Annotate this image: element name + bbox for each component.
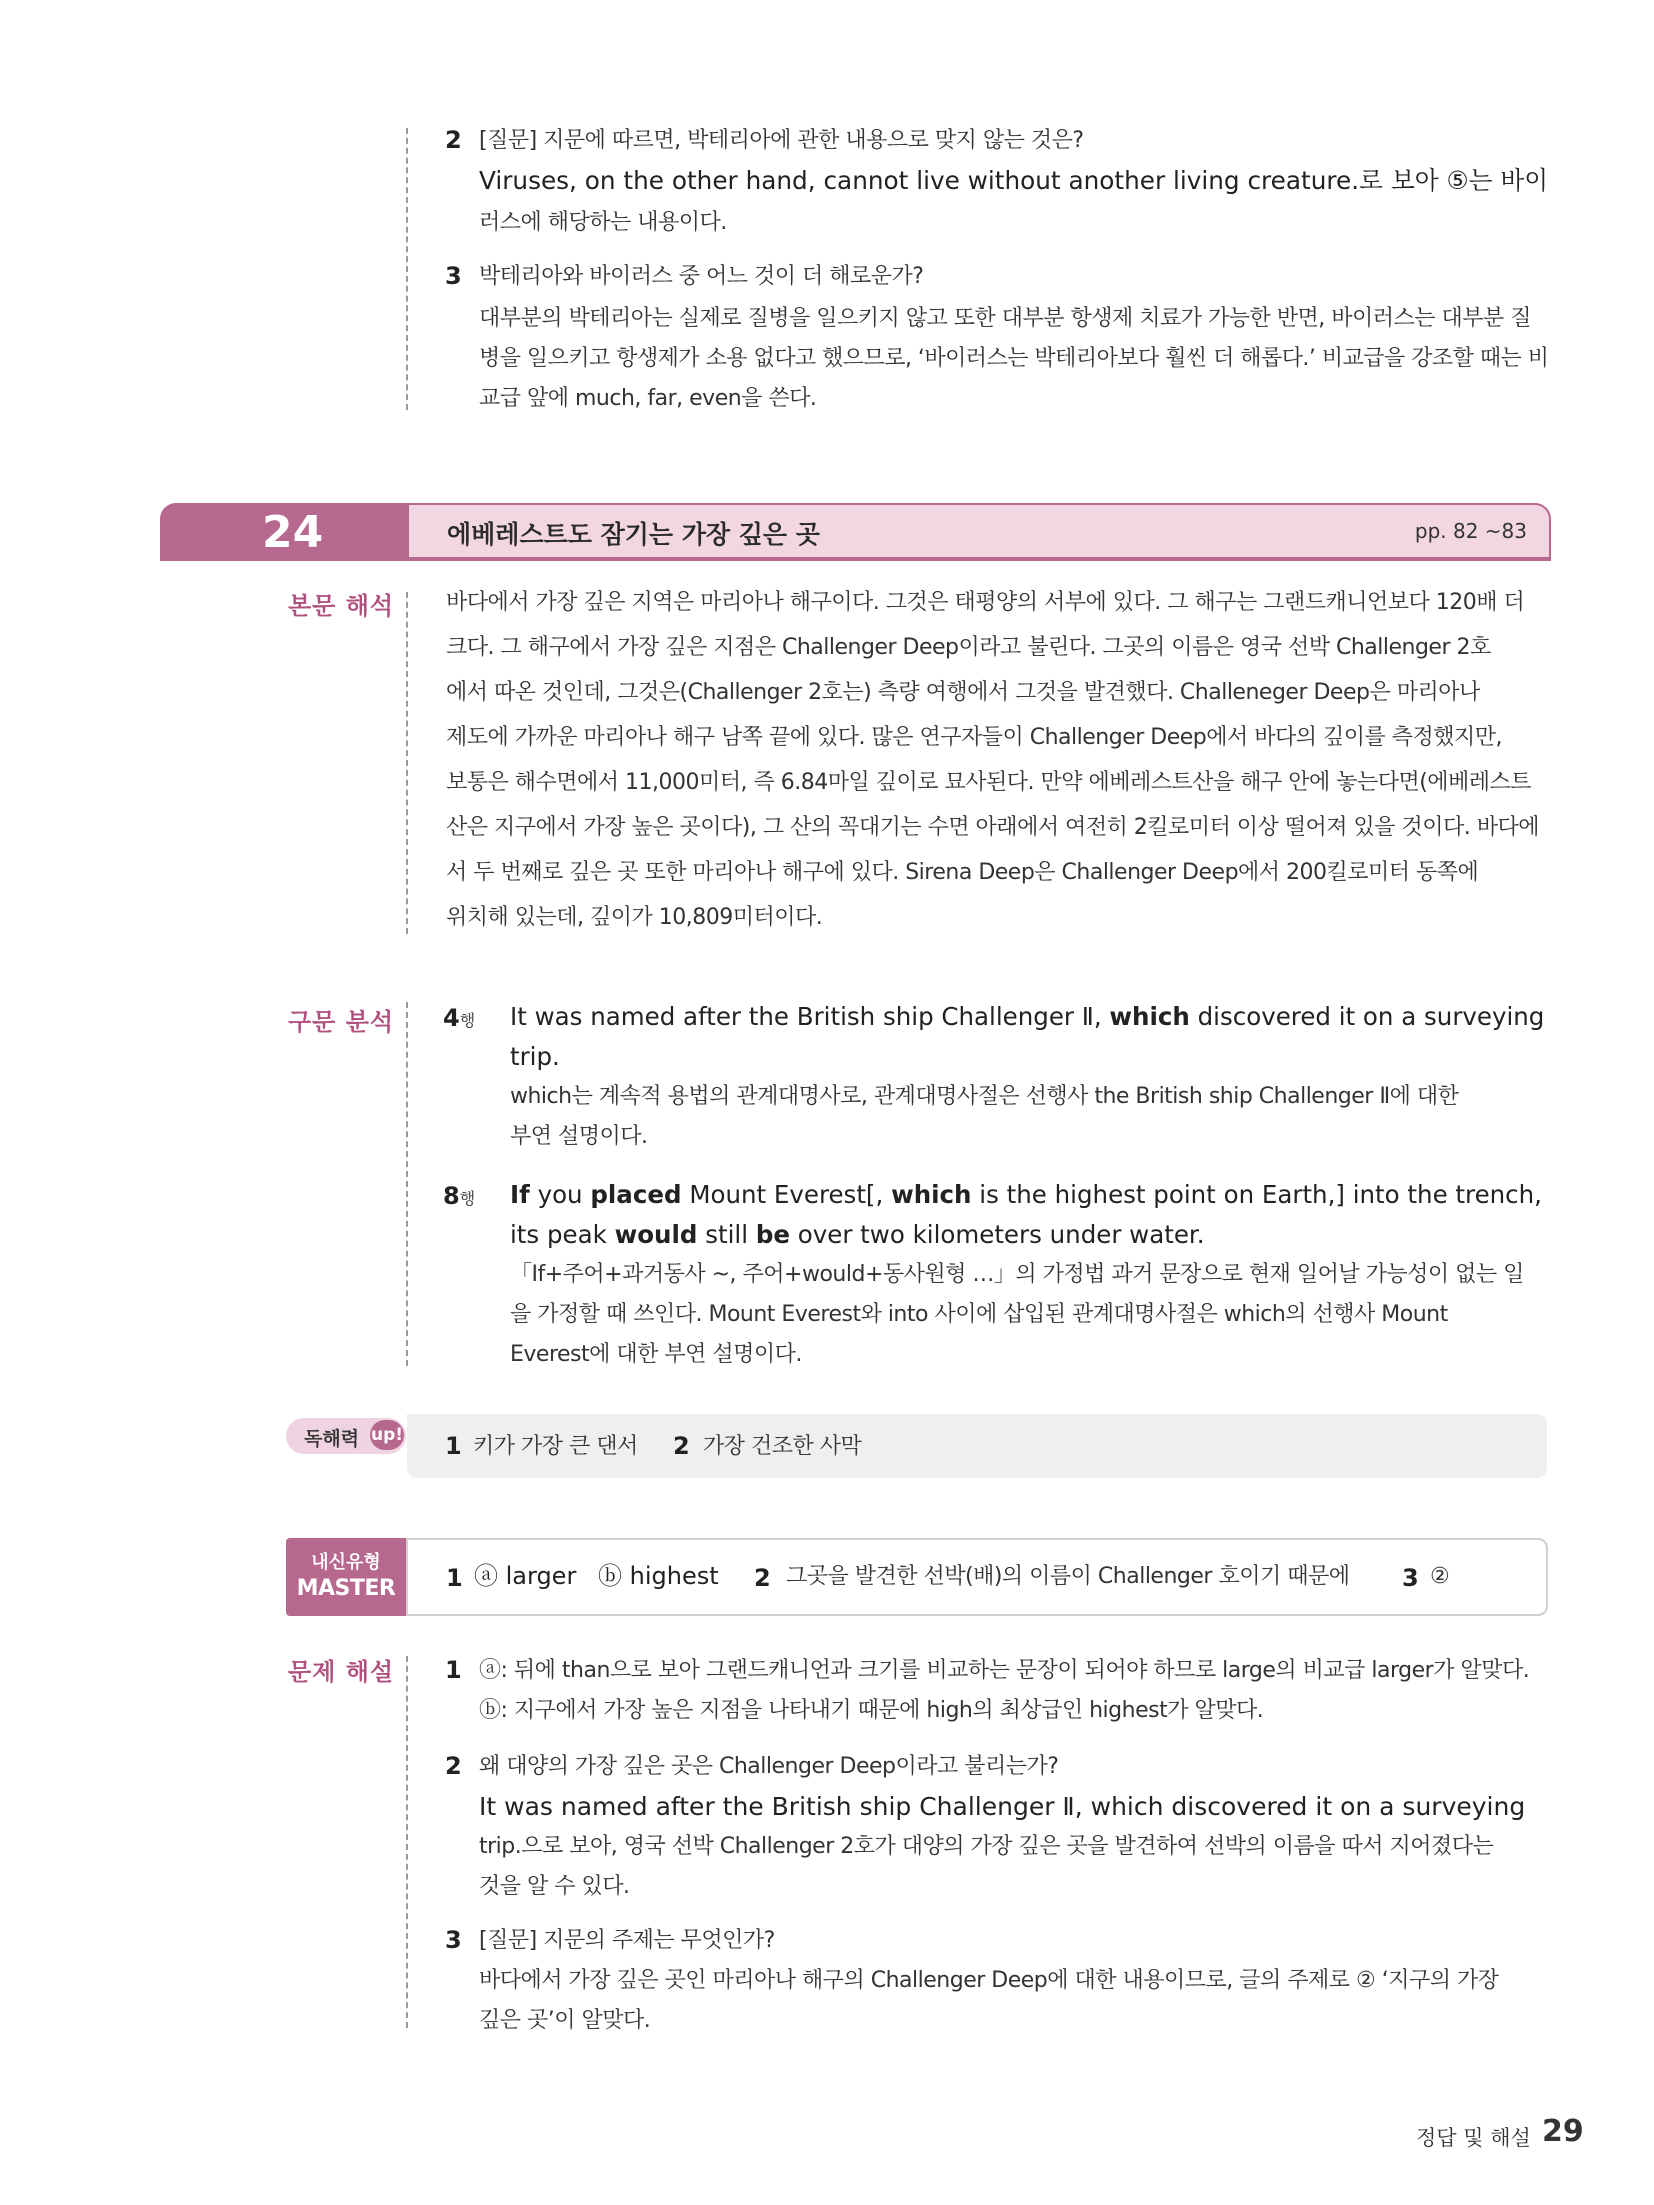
analysis-explanation: which는 계속적 용법의 관계대명사로, 관계대명사절은 선행사 the British ship Challenger Ⅱ에 대한 xyxy=(510,1084,1459,1109)
answer-number: 1 xyxy=(445,1432,462,1460)
explanation-line: trip.으로 보아, 영국 선박 Challenger 2호가 대양의 가장 깊은 곳을 발견하여 선박의 이름을 따서 지어졌다는 xyxy=(479,1834,1494,1859)
explanation-line: 깊은 곳’이 알맞다. xyxy=(479,2008,651,2033)
answer-text: ② xyxy=(1430,1564,1450,1589)
explanation-line: Viruses, on the other hand, cannot live without another living creature.로 보아 ⑤는 바이 xyxy=(479,166,1549,195)
question-number: 3 xyxy=(445,1926,462,1954)
example-sentence-cont: its peak would still be over two kilometers under water. xyxy=(510,1220,1205,1249)
translation-line: 바다에서 가장 깊은 지역은 마리아나 해구이다. 그것은 태평양의 서부에 있다. 그 해구는 그랜드캐니언보다 120배 더 xyxy=(446,590,1525,615)
question-number: 1 xyxy=(445,1656,462,1684)
unit-pages: pp. 82 ~83 xyxy=(1414,519,1527,543)
translation-line: 위치해 있는데, 깊이가 10,809미터이다. xyxy=(446,905,823,930)
question-number: 2 xyxy=(445,126,462,154)
answer-number: 1 xyxy=(446,1564,463,1592)
reading-up-badge xyxy=(286,1418,406,1454)
reading-up-answers-box xyxy=(407,1414,1547,1478)
question-text: 박테리아와 바이러스 중 어느 것이 더 해로운가? xyxy=(479,264,924,289)
answer-text: 그곳을 발견한 선박(배)의 이름이 Challenger 호이기 때문에 xyxy=(786,1564,1350,1589)
analysis-explanation: Everest에 대한 부연 설명이다. xyxy=(510,1342,802,1367)
reading-up-label: 독해력 xyxy=(304,1428,360,1450)
answer-number: 2 xyxy=(673,1432,690,1460)
analysis-explanation: 을 가정할 때 쓰인다. Mount Everest와 into 사이에 삽입된 관계대명사절은 which의 선행사 Mount xyxy=(510,1302,1448,1327)
analysis-divider xyxy=(406,1002,408,1366)
example-sentence-cont: trip. xyxy=(510,1042,560,1071)
top-divider xyxy=(406,128,408,410)
question-text: 왜 대양의 가장 깊은 곳은 Challenger Deep이라고 불리는가? xyxy=(479,1754,1059,1779)
section-label-analysis: 구문 분석 xyxy=(288,1008,395,1036)
unit-title: 에베레스트도 잠기는 가장 깊은 곳 xyxy=(447,520,820,549)
explanation-line: ⓐ: 뒤에 than으로 보아 그랜드캐니언과 크기를 비교하는 문장이 되어야 하므로 large의 비교급 larger가 알맞다. xyxy=(479,1658,1530,1683)
explanation-line: ⓑ: 지구에서 가장 높은 지점을 나타내기 때문에 high의 최상급인 highest가 알맞다. xyxy=(479,1698,1264,1723)
translation-divider xyxy=(406,592,408,934)
section-label-explanation: 문제 해설 xyxy=(288,1658,395,1686)
translation-line: 제도에 가까운 마리아나 해구 남쪽 끝에 있다. 많은 연구자들이 Challenger Deep에서 바다의 깊이를 측정했지만, xyxy=(446,725,1502,750)
explanation-divider xyxy=(406,1656,408,2028)
master-answers-box xyxy=(406,1538,1548,1616)
line-reference: 4행 xyxy=(443,1004,476,1032)
explanation-line: 바다에서 가장 깊은 곳인 마리아나 해구의 Challenger Deep에 대한 내용이므로, 글의 주제로 ② ‘지구의 가장 xyxy=(479,1968,1499,1993)
question-number: 3 xyxy=(445,262,462,290)
master-label-top: 내신유형 xyxy=(311,1552,381,1573)
explanation-line: 것을 알 수 있다. xyxy=(479,1874,630,1899)
explanation-line: 대부분의 박테리아는 실제로 질병을 일으키지 않고 또한 대부분 항생제 치료가 가능한 반면, 바이러스는 대부분 질 xyxy=(479,306,1531,331)
translation-line: 산은 지구에서 가장 높은 곳이다), 그 산의 꼭대기는 수면 아래에서 여전히 2킬로미터 이상 떨어져 있을 것이다. 바다에 xyxy=(446,815,1540,840)
up-badge: up! xyxy=(370,1420,404,1450)
explanation-line: It was named after the British ship Challenger Ⅱ, which discovered it on a surveying xyxy=(479,1792,1526,1821)
master-badge xyxy=(286,1538,406,1616)
translation-line: 서 두 번째로 깊은 곳 또한 마리아나 해구에 있다. Sirena Deep은 Challenger Deep에서 200킬로미터 동쪽에 xyxy=(446,860,1479,885)
footer-label: 정답 및 해설 xyxy=(1416,2126,1531,2150)
explanation-line: 병을 일으키고 항생제가 소용 없다고 했으므로, ‘바이러스는 박테리아보다 훨씬 더 해롭다.’ 비교급을 강조할 때는 비 xyxy=(479,346,1549,371)
explanation-line: 러스에 해당하는 내용이다. xyxy=(479,210,727,235)
question-number: 2 xyxy=(445,1752,462,1780)
analysis-explanation: 「If+주어+과거동사 ~, 주어+would+동사원형 …」의 가정법 과거 문장으로 현재 일어날 가능성이 없는 일 xyxy=(510,1262,1524,1287)
analysis-explanation: 부연 설명이다. xyxy=(510,1124,648,1149)
unit-number: 24 xyxy=(262,507,324,558)
question-text: [질문] 지문의 주제는 무엇인가? xyxy=(479,1928,775,1953)
unit-title-bar xyxy=(407,503,1551,561)
answer-text: 가장 건조한 사막 xyxy=(703,1434,862,1459)
translation-line: 보통은 해수면에서 11,000미터, 즉 6.84마일 깊이로 묘사된다. 만약 에베레스트산을 해구 안에 놓는다면(에베레스트 xyxy=(446,770,1532,795)
section-label-translation: 본문 해석 xyxy=(288,592,395,620)
example-sentence: It was named after the British ship Challenger Ⅱ, which discovered it on a surveying xyxy=(510,1002,1545,1031)
answer-text: ⓑ highest xyxy=(598,1562,719,1590)
page-number: 29 xyxy=(1542,2114,1584,2149)
question-text: [질문] 지문에 따르면, 박테리아에 관한 내용으로 맞지 않는 것은? xyxy=(479,128,1084,153)
explanation-line: 교급 앞에 much, far, even을 쓴다. xyxy=(479,386,817,411)
answer-number: 3 xyxy=(1402,1564,1419,1592)
unit-number-tab xyxy=(160,503,407,561)
answer-text: ⓐ larger xyxy=(474,1562,577,1590)
translation-line: 에서 따온 것인데, 그것은(Challenger 2호는) 측량 여행에서 그것을 발견했다. Challeneger Deep은 마리아나 xyxy=(446,680,1480,705)
example-sentence: If you placed Mount Everest[, which is the highest point on Earth,] into the trench, xyxy=(510,1180,1542,1209)
line-reference: 8행 xyxy=(443,1182,476,1210)
answer-number: 2 xyxy=(754,1564,771,1592)
translation-line: 크다. 그 해구에서 가장 깊은 지점은 Challenger Deep이라고 불린다. 그곳의 이름은 영국 선박 Challenger 2호 xyxy=(446,635,1491,660)
answer-text: 키가 가장 큰 댄서 xyxy=(473,1434,638,1459)
master-label-bottom: MASTER xyxy=(296,1576,396,1601)
